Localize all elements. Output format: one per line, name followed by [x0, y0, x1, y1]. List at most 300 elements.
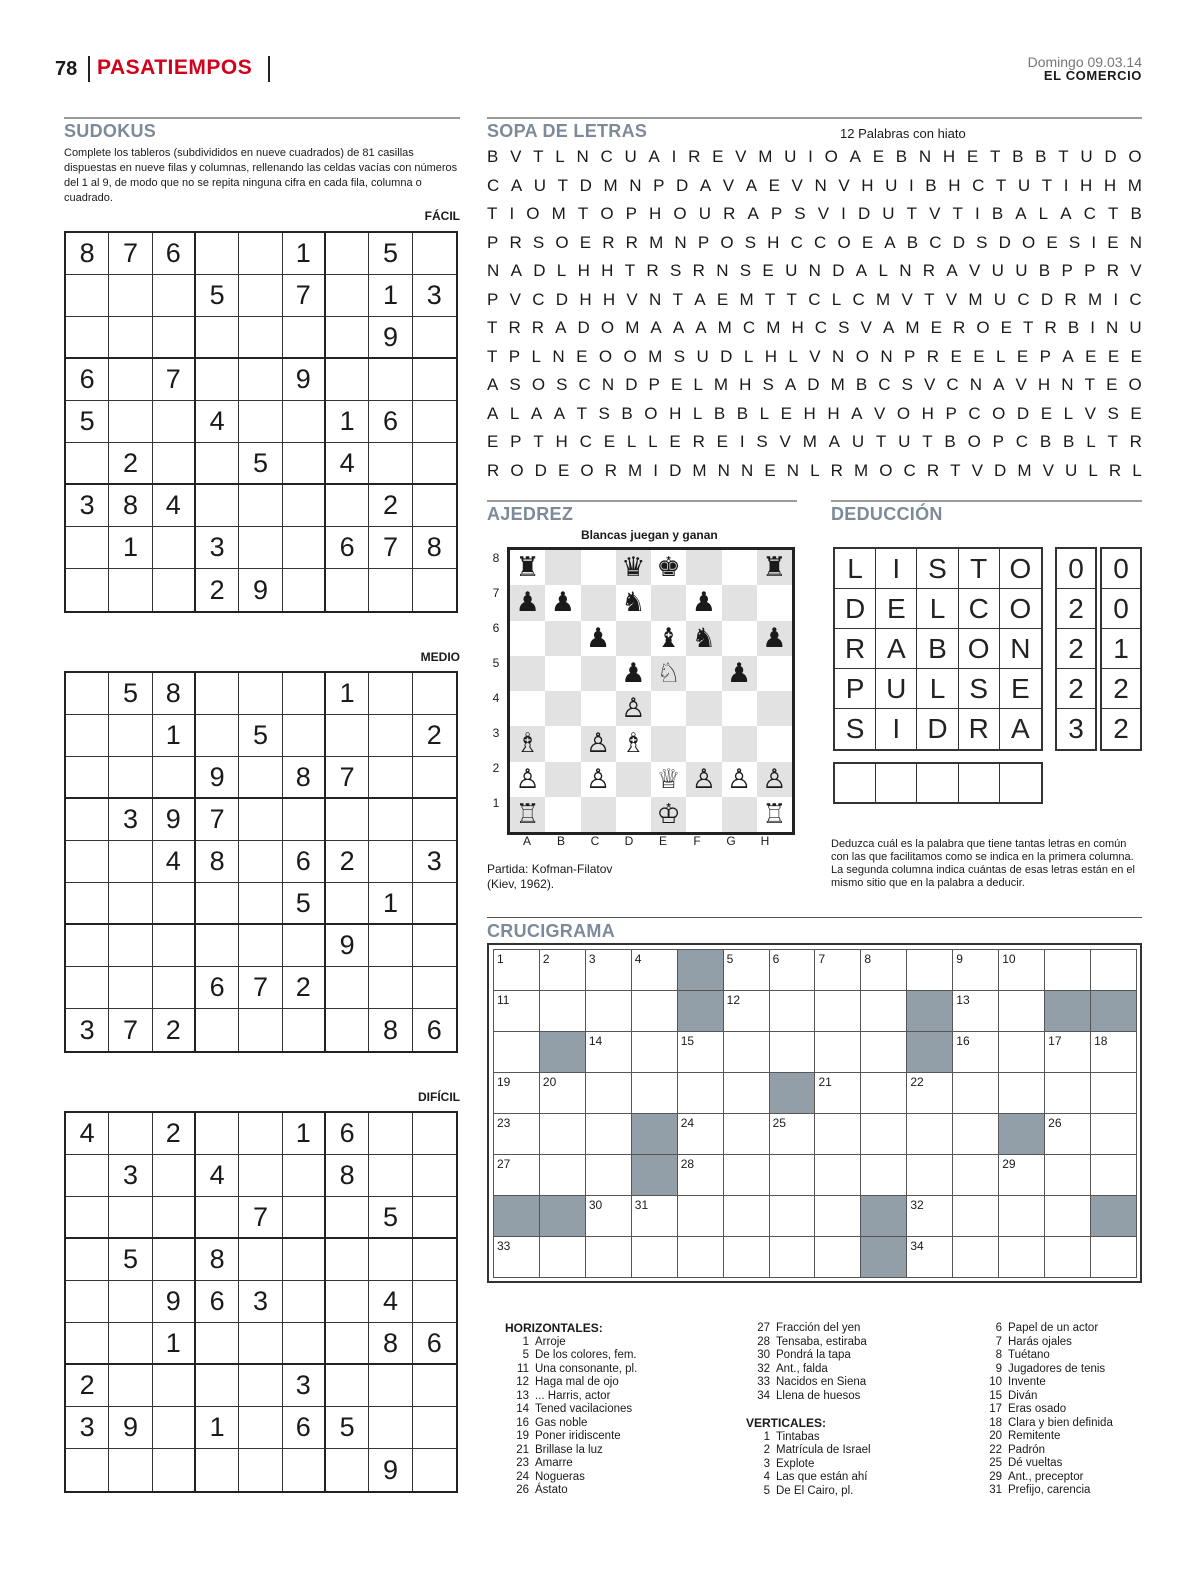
wordsearch-letter[interactable]: O	[555, 232, 569, 252]
wordsearch-letter[interactable]: M	[648, 346, 663, 366]
wordsearch-letter[interactable]: C	[1083, 204, 1096, 223]
sudoku-cell[interactable]	[283, 527, 326, 569]
wordsearch-letter[interactable]: A	[487, 403, 499, 423]
wordsearch-letter[interactable]: R	[1044, 318, 1057, 337]
wordsearch-letter[interactable]: E	[669, 432, 681, 451]
wordsearch-letter[interactable]: N	[786, 460, 800, 480]
wordsearch-letter[interactable]: D	[832, 261, 845, 280]
wordsearch-letter[interactable]: C	[600, 147, 613, 166]
chess-square[interactable]: ♖	[510, 797, 545, 832]
wordsearch-letter[interactable]: L	[995, 346, 1006, 366]
wordsearch-letter[interactable]: C	[742, 318, 756, 337]
chess-square[interactable]	[510, 621, 545, 656]
wordsearch-letter[interactable]: T	[786, 289, 797, 309]
wordsearch-letter[interactable]: C	[972, 175, 985, 195]
wordsearch-letter[interactable]: H	[1037, 375, 1051, 394]
wordsearch-letter[interactable]: C	[1017, 289, 1030, 309]
sudoku-cell[interactable]	[283, 1449, 326, 1491]
wordsearch-letter[interactable]: L	[1086, 432, 1096, 451]
sudoku-cell[interactable]	[66, 569, 109, 611]
sudoku-cell[interactable]	[283, 1323, 326, 1365]
wordsearch-letter[interactable]: D	[625, 375, 638, 394]
sudoku-cell[interactable]	[239, 485, 282, 527]
wordsearch-letter[interactable]: N	[740, 460, 754, 480]
crossword-cell[interactable]	[494, 1032, 540, 1073]
wordsearch-letter[interactable]: O	[623, 346, 637, 366]
wordsearch-letter[interactable]: I	[653, 460, 658, 480]
wordsearch-letter[interactable]: O	[1022, 232, 1036, 252]
wordsearch-letter[interactable]: P	[487, 289, 499, 309]
chess-square[interactable]	[616, 762, 651, 797]
sudoku-cell[interactable]	[239, 233, 282, 275]
wordsearch-letter[interactable]: E	[1016, 346, 1029, 366]
crossword-cell[interactable]	[770, 1237, 816, 1278]
wordsearch-letter[interactable]: B	[895, 147, 908, 166]
wordsearch-letter[interactable]: S	[794, 204, 806, 223]
wordsearch-letter[interactable]: H	[577, 261, 590, 280]
chess-square[interactable]: ♖	[757, 797, 792, 832]
wordsearch-letter[interactable]: P	[1061, 261, 1073, 280]
crossword-cell[interactable]	[724, 950, 770, 991]
sudoku-cell[interactable]	[109, 401, 152, 443]
wordsearch-letter[interactable]: N	[552, 346, 565, 366]
wordsearch-letter[interactable]: U	[1129, 318, 1142, 337]
chess-square[interactable]	[757, 585, 792, 620]
crossword-cell[interactable]	[770, 1032, 816, 1073]
wordsearch-letter[interactable]: D	[555, 289, 569, 309]
wordsearch-letter[interactable]: V	[1130, 261, 1142, 280]
crossword-cell[interactable]	[678, 1237, 724, 1278]
sudoku-cell[interactable]	[413, 1113, 456, 1155]
wordsearch-letter[interactable]: E	[762, 261, 774, 280]
crossword-cell[interactable]	[861, 1032, 907, 1073]
crossword-cell[interactable]	[815, 991, 861, 1032]
chess-square[interactable]: ♟	[686, 585, 721, 620]
wordsearch-letter[interactable]: N	[629, 175, 642, 195]
sudoku-cell[interactable]	[66, 1449, 109, 1491]
wordsearch-letter[interactable]: V	[901, 289, 913, 309]
crossword-cell[interactable]	[586, 950, 632, 991]
wordsearch-letter[interactable]: O	[600, 318, 615, 337]
wordsearch-letter[interactable]: C	[578, 375, 591, 394]
wordsearch-letter[interactable]: U	[1015, 261, 1028, 280]
wordsearch-letter[interactable]: R	[688, 147, 701, 166]
sudoku-cell[interactable]	[196, 1113, 239, 1155]
wordsearch-letter[interactable]: V	[779, 432, 791, 451]
crossword-cell[interactable]	[1091, 1155, 1137, 1196]
sudoku-cell[interactable]	[109, 359, 152, 401]
wordsearch-letter[interactable]: U	[885, 175, 898, 195]
wordsearch-letter[interactable]: U	[624, 147, 637, 166]
wordsearch-letter[interactable]: T	[1058, 147, 1069, 166]
wordsearch-letter[interactable]: A	[946, 261, 958, 280]
sudoku-cell[interactable]	[239, 757, 282, 799]
chess-square[interactable]: ♟	[616, 656, 651, 691]
wordsearch-letter[interactable]: N	[814, 175, 827, 195]
sudoku-cell[interactable]	[66, 317, 109, 359]
chess-square[interactable]: ♟	[510, 585, 545, 620]
crossword-cell[interactable]	[999, 1073, 1045, 1114]
wordsearch-letter[interactable]: C	[814, 318, 828, 337]
crossword-cell[interactable]	[586, 1155, 632, 1196]
wordsearch-letter[interactable]: A	[1060, 204, 1072, 223]
wordsearch-letter[interactable]: I	[841, 204, 846, 223]
wordsearch-letter[interactable]: T	[875, 432, 887, 451]
wordsearch-letter[interactable]: N	[918, 147, 932, 166]
crossword-cell[interactable]	[586, 991, 632, 1032]
crossword-cell[interactable]	[494, 950, 540, 991]
wordsearch-letter[interactable]: O	[1128, 375, 1142, 394]
wordsearch-letter[interactable]: E	[872, 147, 885, 166]
wordsearch-letter[interactable]: V	[1042, 460, 1054, 480]
crossword-cell[interactable]	[678, 1032, 724, 1073]
crossword-cell[interactable]	[999, 991, 1045, 1032]
wordsearch-letter[interactable]: C	[579, 432, 592, 451]
wordsearch-letter[interactable]: H	[601, 261, 614, 280]
sudoku-cell[interactable]	[283, 1239, 326, 1281]
wordsearch-letter[interactable]: R	[604, 460, 617, 480]
crossword-cell[interactable]	[770, 950, 816, 991]
sudoku-cell[interactable]	[326, 799, 369, 841]
wordsearch-letter[interactable]: E	[670, 375, 683, 394]
sudoku-cell[interactable]	[109, 1197, 152, 1239]
wordsearch-letter[interactable]: D	[1040, 289, 1054, 309]
wordsearch-letter[interactable]: O	[879, 460, 893, 480]
wordsearch-letter[interactable]: V	[817, 204, 830, 223]
sudoku-cell[interactable]	[283, 673, 326, 715]
wordsearch-letter[interactable]: V	[929, 204, 941, 223]
wordsearch-letter[interactable]: A	[745, 175, 758, 195]
wordsearch-letter[interactable]: B	[487, 147, 499, 166]
wordsearch-letter[interactable]: S	[556, 375, 568, 394]
wordsearch-letter[interactable]: L	[692, 403, 703, 423]
crossword-cell[interactable]	[907, 1073, 953, 1114]
sudoku-cell[interactable]	[196, 443, 239, 485]
sudoku-cell[interactable]	[66, 967, 109, 1009]
sudoku-cell[interactable]	[283, 569, 326, 611]
wordsearch-letter[interactable]: S	[1068, 232, 1081, 252]
wordsearch-letter[interactable]: E	[1000, 318, 1012, 337]
sudoku-cell[interactable]	[239, 275, 282, 317]
sudoku-cell[interactable]	[283, 1197, 326, 1239]
wordsearch-letter[interactable]: A	[828, 432, 841, 451]
wordsearch-letter[interactable]: T	[576, 403, 588, 423]
wordsearch-letter[interactable]: C	[929, 232, 942, 252]
crossword-cell[interactable]	[1045, 1114, 1091, 1155]
wordsearch-letter[interactable]: P	[945, 403, 957, 423]
sudoku-cell[interactable]	[326, 233, 369, 275]
chess-square[interactable]: ♜	[757, 550, 792, 585]
crossword-cell[interactable]	[1091, 1032, 1137, 1073]
sudoku-cell[interactable]	[109, 317, 152, 359]
crossword-cell[interactable]	[586, 1196, 632, 1237]
wordsearch-letter[interactable]: E	[1107, 346, 1120, 366]
crossword-cell[interactable]	[494, 1155, 540, 1196]
wordsearch-letter[interactable]: N	[832, 346, 845, 366]
crossword-cell[interactable]	[861, 950, 907, 991]
sudoku-cell[interactable]	[369, 799, 412, 841]
crossword-cell[interactable]	[724, 1196, 770, 1237]
crossword-cell[interactable]	[724, 1073, 770, 1114]
crossword-cell[interactable]	[953, 1237, 999, 1278]
sudoku-cell[interactable]	[239, 1155, 282, 1197]
sudoku-cell[interactable]	[413, 317, 456, 359]
chess-square[interactable]: ♞	[616, 585, 651, 620]
wordsearch-letter[interactable]: P	[625, 204, 637, 223]
wordsearch-letter[interactable]: A	[553, 403, 566, 423]
wordsearch-letter[interactable]: H	[767, 232, 780, 252]
crossword-cell[interactable]	[540, 1114, 586, 1155]
sudoku-cell[interactable]	[66, 1281, 109, 1323]
crossword-cell[interactable]	[953, 1155, 999, 1196]
chess-square[interactable]: ♕	[651, 762, 686, 797]
crossword-cell[interactable]	[907, 1237, 953, 1278]
wordsearch-letter[interactable]: E	[1085, 346, 1097, 366]
wordsearch-letter[interactable]: E	[712, 147, 724, 166]
crossword-cell[interactable]	[1045, 1073, 1091, 1114]
chess-square[interactable]	[757, 726, 792, 761]
wordsearch-letter[interactable]: N	[716, 261, 729, 280]
sudoku-cell[interactable]	[239, 401, 282, 443]
sudoku-cell[interactable]	[239, 841, 282, 883]
wordsearch-letter[interactable]: T	[995, 175, 1007, 195]
wordsearch-letter[interactable]: I	[1063, 175, 1069, 195]
chess-square[interactable]	[581, 691, 616, 726]
wordsearch-letter[interactable]: V	[924, 375, 936, 394]
wordsearch-letter[interactable]: I	[908, 175, 914, 195]
wordsearch-letter[interactable]: V	[626, 289, 638, 309]
sudoku-cell[interactable]	[109, 883, 152, 925]
crossword-cell[interactable]	[724, 1155, 770, 1196]
sudoku-cell[interactable]	[413, 359, 456, 401]
wordsearch-letter[interactable]: V	[509, 289, 521, 309]
crossword-cell[interactable]	[907, 950, 953, 991]
sudoku-cell[interactable]	[196, 715, 239, 757]
chess-square[interactable]	[581, 656, 616, 691]
crossword-cell[interactable]	[494, 991, 540, 1032]
wordsearch-letter[interactable]: B	[736, 403, 749, 423]
crossword-cell[interactable]	[632, 950, 678, 991]
wordsearch-letter[interactable]: M	[625, 318, 640, 337]
wordsearch-letter[interactable]: A	[855, 261, 868, 280]
chess-square[interactable]	[651, 585, 686, 620]
crossword-cell[interactable]	[586, 1114, 632, 1155]
wordsearch-letter[interactable]: D	[533, 261, 546, 280]
wordsearch-letter[interactable]: B	[621, 403, 633, 423]
sudoku-cell[interactable]	[283, 1155, 326, 1197]
chess-square[interactable]	[581, 550, 616, 585]
wordsearch-letter[interactable]: T	[672, 289, 683, 309]
crossword-cell[interactable]	[953, 1032, 999, 1073]
crossword-cell[interactable]	[1045, 950, 1091, 991]
sudoku-cell[interactable]	[239, 883, 282, 925]
sudoku-cell[interactable]	[239, 925, 282, 967]
wordsearch-letter[interactable]: L	[693, 375, 703, 394]
wordsearch-letter[interactable]: R	[953, 318, 966, 337]
wordsearch-letter[interactable]: L	[810, 460, 820, 480]
chess-square[interactable]	[722, 585, 757, 620]
sudoku-cell[interactable]	[66, 673, 109, 715]
sudoku-cell[interactable]	[369, 757, 412, 799]
sudoku-cell[interactable]	[239, 359, 282, 401]
wordsearch-letter[interactable]: O	[896, 403, 911, 423]
chess-square[interactable]: ♙	[581, 762, 616, 797]
crossword-cell[interactable]	[586, 1237, 632, 1278]
sudoku-cell[interactable]	[196, 883, 239, 925]
chess-square[interactable]: ♘	[651, 656, 686, 691]
wordsearch-letter[interactable]: A	[849, 147, 861, 166]
sudoku-cell[interactable]	[66, 757, 109, 799]
wordsearch-letter[interactable]: T	[557, 175, 569, 195]
wordsearch-letter[interactable]: V	[945, 289, 958, 309]
wordsearch-letter[interactable]: S	[669, 261, 682, 280]
wordsearch-letter[interactable]: T	[1108, 204, 1119, 223]
wordsearch-letter[interactable]: N	[880, 346, 893, 366]
crossword-cell[interactable]	[815, 1073, 861, 1114]
wordsearch-letter[interactable]: O	[598, 346, 613, 366]
sudoku-cell[interactable]	[239, 799, 282, 841]
wordsearch-letter[interactable]: C	[814, 232, 827, 252]
crossword-cell[interactable]	[1091, 1114, 1137, 1155]
wordsearch-letter[interactable]: M	[628, 460, 643, 480]
wordsearch-letter[interactable]: N	[576, 147, 589, 166]
wordsearch-letter[interactable]: P	[770, 204, 783, 223]
sudoku-cell[interactable]	[413, 1449, 456, 1491]
crossword-cell[interactable]	[861, 991, 907, 1032]
wordsearch-letter[interactable]: U	[882, 204, 895, 223]
crossword-cell[interactable]	[724, 1032, 770, 1073]
wordsearch-letter[interactable]: D	[1104, 147, 1117, 166]
sudoku-cell[interactable]	[196, 1449, 239, 1491]
wordsearch-letter[interactable]: S	[532, 232, 545, 252]
deduction-answer-cell[interactable]	[876, 764, 917, 802]
wordsearch-letter[interactable]: R	[723, 204, 736, 223]
wordsearch-letter[interactable]: L	[1063, 403, 1074, 423]
sudoku-cell[interactable]	[413, 799, 456, 841]
wordsearch-letter[interactable]: M	[905, 318, 920, 337]
chess-square[interactable]	[722, 621, 757, 656]
wordsearch-letter[interactable]: N	[808, 261, 821, 280]
wordsearch-letter[interactable]: I	[509, 204, 515, 223]
sudoku-cell[interactable]	[196, 1323, 239, 1365]
wordsearch-letter[interactable]: L	[531, 346, 542, 366]
wordsearch-letter[interactable]: E	[579, 232, 592, 252]
crossword-cell[interactable]	[540, 950, 586, 991]
wordsearch-letter[interactable]: L	[626, 432, 637, 451]
chess-square[interactable]	[581, 585, 616, 620]
wordsearch-letter[interactable]: H	[791, 318, 804, 337]
sudoku-cell[interactable]	[239, 1365, 282, 1407]
wordsearch-letter[interactable]: R	[1129, 432, 1142, 451]
wordsearch-letter[interactable]: L	[743, 346, 754, 366]
sudoku-cell[interactable]	[326, 1281, 369, 1323]
crossword-cell[interactable]	[724, 1114, 770, 1155]
chess-square[interactable]	[686, 656, 721, 691]
sudoku-cell[interactable]	[66, 275, 109, 317]
wordsearch-letter[interactable]: H	[861, 175, 874, 195]
wordsearch-letter[interactable]: D	[669, 460, 682, 480]
sudoku-cell[interactable]	[196, 233, 239, 275]
sudoku-cell[interactable]	[413, 569, 456, 611]
wordsearch-letter[interactable]: B	[944, 432, 956, 451]
sudoku-cell[interactable]	[239, 527, 282, 569]
wordsearch-letter[interactable]: R	[926, 460, 940, 480]
wordsearch-letter[interactable]: E	[950, 346, 962, 366]
sudoku-cell[interactable]	[66, 1155, 109, 1197]
wordsearch-letter[interactable]: S	[509, 375, 521, 394]
wordsearch-letter[interactable]: N	[601, 375, 615, 394]
wordsearch-letter[interactable]: T	[764, 289, 776, 309]
wordsearch-letter[interactable]: E	[1040, 403, 1053, 423]
wordsearch-letter[interactable]: O	[824, 147, 838, 166]
sudoku-cell[interactable]	[369, 1155, 412, 1197]
sudoku-cell[interactable]	[109, 757, 152, 799]
sudoku-cell[interactable]	[196, 925, 239, 967]
sudoku-cell[interactable]	[109, 569, 152, 611]
sudoku-cell[interactable]	[413, 401, 456, 443]
wordsearch-letter[interactable]: B	[906, 232, 919, 252]
wordsearch-letter[interactable]: M	[1017, 460, 1032, 480]
sudoku-cell[interactable]	[326, 1323, 369, 1365]
sudoku-cell[interactable]	[369, 673, 412, 715]
wordsearch-letter[interactable]: D	[720, 346, 733, 366]
wordsearch-letter[interactable]: V	[510, 147, 522, 166]
wordsearch-letter[interactable]: I	[1113, 289, 1119, 309]
wordsearch-letter[interactable]: V	[874, 403, 886, 423]
sudoku-cell[interactable]	[153, 1239, 196, 1281]
wordsearch-letter[interactable]: M	[758, 147, 773, 166]
sudoku-cell[interactable]	[413, 883, 456, 925]
sudoku-cell[interactable]	[326, 967, 369, 1009]
wordsearch-letter[interactable]: V	[809, 346, 821, 366]
crossword-cell[interactable]	[1091, 950, 1137, 991]
wordsearch-letter[interactable]: M	[766, 318, 781, 337]
chess-square[interactable]: ♚	[651, 550, 686, 585]
wordsearch-letter[interactable]: R	[531, 318, 545, 337]
wordsearch-letter[interactable]: S	[739, 261, 752, 280]
chess-square[interactable]	[757, 656, 792, 691]
sudoku-cell[interactable]	[326, 317, 369, 359]
crossword-cell[interactable]	[815, 1032, 861, 1073]
wordsearch-letter[interactable]: B	[713, 403, 726, 423]
crossword-cell[interactable]	[724, 991, 770, 1032]
chess-square[interactable]	[722, 691, 757, 726]
wordsearch-letter[interactable]: E	[716, 289, 729, 309]
sudoku-cell[interactable]	[66, 1197, 109, 1239]
crossword-cell[interactable]	[1045, 1155, 1091, 1196]
wordsearch-letter[interactable]: A	[993, 375, 1005, 394]
chess-square[interactable]	[545, 691, 580, 726]
wordsearch-letter[interactable]: T	[1084, 375, 1095, 394]
wordsearch-letter[interactable]: D	[994, 460, 1007, 480]
wordsearch-letter[interactable]: E	[557, 460, 570, 480]
wordsearch-letter[interactable]: V	[791, 175, 803, 195]
wordsearch-letter[interactable]: U	[1017, 175, 1031, 195]
crossword-cell[interactable]	[953, 1073, 999, 1114]
crossword-cell[interactable]	[540, 1155, 586, 1196]
sudoku-cell[interactable]	[369, 1239, 412, 1281]
chess-square[interactable]: ♟	[545, 585, 580, 620]
sudoku-cell[interactable]	[66, 1323, 109, 1365]
wordsearch-letter[interactable]: A	[650, 318, 662, 337]
wordsearch-letter[interactable]: B	[1067, 318, 1080, 337]
sudoku-cell[interactable]	[239, 1239, 282, 1281]
wordsearch-letter[interactable]: O	[510, 460, 524, 480]
chess-square[interactable]: ♜	[510, 550, 545, 585]
sudoku-cell[interactable]	[283, 1281, 326, 1323]
sudoku-cell[interactable]	[283, 715, 326, 757]
sudoku-cell[interactable]	[283, 485, 326, 527]
